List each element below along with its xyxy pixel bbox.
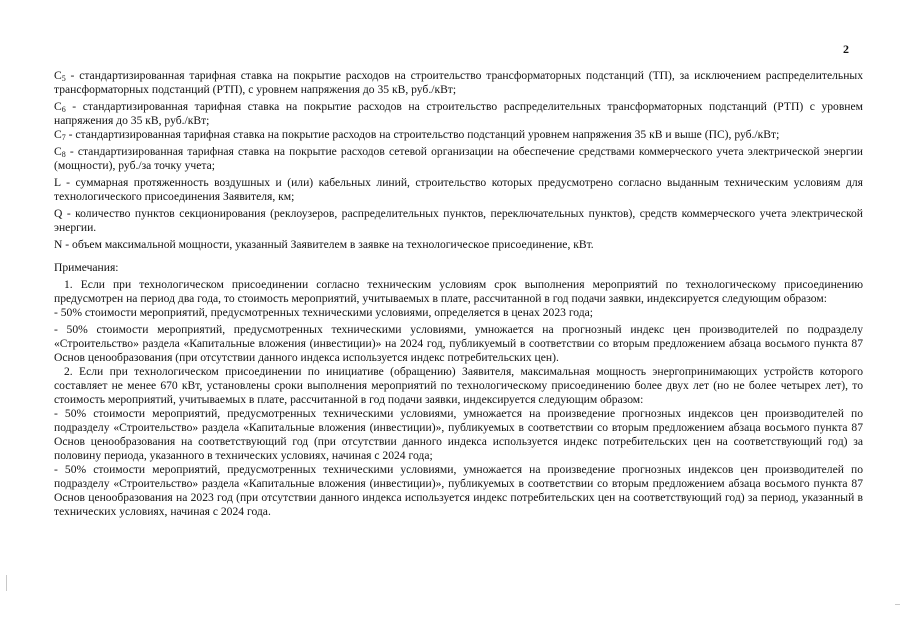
definition-text: - суммарная протяженность воздушных и (или) кабельных линий, строительство которых предусмотрено согласно выданным техническим условиям для технологического присоединения Заявителя, км; (54, 176, 863, 203)
definition-text: - стандартизированная тарифная ставка на покрытие расходов на строительство трансформаторных подстанций (ТП), за исключением распределительных трансформаторных подстанций (РТП), с уровнем напряжения до 35 кВ, руб./кВт; (54, 69, 863, 96)
scan-edge-mark (895, 604, 900, 605)
definition-symbol: C (54, 128, 62, 141)
definition-symbol: Q (54, 207, 63, 220)
note-1-bullet-2: - 50% стоимости мероприятий, предусмотренных техническими условиями, умножается на прогнозный индекс цен производителей по подразделу «Строительство» раздела «Капитальные вложения (инвестиции)» на 2024 год, публикуемый в соответствии со вторым предложением абзаца восьмого пункта 87 Основ ценообразования (при отсутствии данного индекса используется индекс потребительских цен). (54, 323, 863, 364)
note-2-bullet-2: - 50% стоимости мероприятий, предусмотренных техническими условиями, умножается на произведение прогнозных индексов цен производителей по подразделу «Строительство» раздела «Капитальные вложения (инвестиции)», публикуемых в соответствии со вторым предложением абзаца восьмого пункта 87 Основ ценообразования на 2023 год (при отсутствии данного индекса используется индекс потребительских цен на соответствующий год) за период, указанный в технических условиях, начиная с 2024 года. (54, 463, 863, 518)
scan-edge-mark (6, 575, 7, 591)
definition-symbol: C (54, 69, 62, 82)
definition-c8 (54, 145, 863, 173)
note-1-intro: 1. Если при технологическом присоединении согласно техническим условиям срок выполнения мероприятий по технологическому присоединению предусмотрен на период два года, то стоимость мероприятий, учитываемых в плате, рассчитанной в год подачи заявки, индексируется следующим образом: (54, 278, 863, 305)
definition-c5 (54, 69, 863, 97)
definition-subscript: 5 (61, 74, 66, 83)
definition-subscript: 7 (61, 133, 66, 142)
definition-c6 (54, 100, 863, 128)
definition-symbol: C (54, 100, 62, 113)
definition-text: - стандартизированная тарифная ставка на покрытие расходов на строительство подстанций уровнем напряжения 35 кВ и выше (ПС), руб./кВт; (65, 128, 780, 141)
definition-symbol: N (54, 238, 63, 251)
note-1-bullet-1: - 50% стоимости мероприятий, предусмотренных техническими условиями, определяется в ценах 2023 года; (54, 306, 594, 319)
page-number: 2 (843, 42, 849, 56)
definition-text: - стандартизированная тарифная ставка на покрытие расходов на строительство распределительных трансформаторных подстанций (РТП) с уровнем напряжения до 35 кВ, руб./кВт; (54, 100, 863, 127)
document-body (54, 69, 863, 519)
definition-symbol: C (54, 145, 62, 158)
definition-subscript: 6 (61, 105, 66, 114)
definition-text: - стандартизированная тарифная ставка на покрытие расходов сетевой организации на обеспечение средствами коммерческого учета электрической энергии (мощности), руб./за точку учета; (54, 145, 863, 172)
definition-text: - количество пунктов секционирования (реклоузеров, распределительных пунктов, переключательных пунктов), средств коммерческого учета электрической энергии. (54, 207, 863, 234)
notes-title: Примечания: (54, 261, 119, 274)
definition-text: - объем максимальной мощности, указанный Заявителем в заявке на технологическое присоединение, кВт. (62, 238, 594, 251)
definition-l (54, 176, 863, 204)
definition-c7 (54, 128, 863, 142)
definition-n (54, 238, 863, 252)
definition-symbol: L (54, 176, 61, 189)
note-2-bullet-1: - 50% стоимости мероприятий, предусмотренных техническими условиями, умножается на произведение прогнозных индексов цен производителей по подразделу «Строительство» раздела «Капитальные вложения (инвестиции)», публикуемых в соответствии со вторым предложением абзаца восьмого пункта 87 Основ ценообразования на соответствующий год (при отсутствии данного индекса используется индекс потребительских цен на соответствующий год) за половину периода, указанного в технических условиях, начиная с 2024 года; (54, 407, 863, 462)
note-2-intro: 2. Если при технологическом присоединении по инициативе (обращению) Заявителя, максимальная мощность энергопринимающих устройств которого составляет не менее 670 кВт, установлены сроки выполнения мероприятий по технологическому присоединению более двух лет (но не более четырех лет), то стоимость мероприятий, учитываемых в плате, рассчитанной в год подачи заявки, индексируется следующим образом: (54, 365, 863, 406)
definition-subscript: 8 (61, 150, 66, 159)
definition-q (54, 207, 863, 235)
